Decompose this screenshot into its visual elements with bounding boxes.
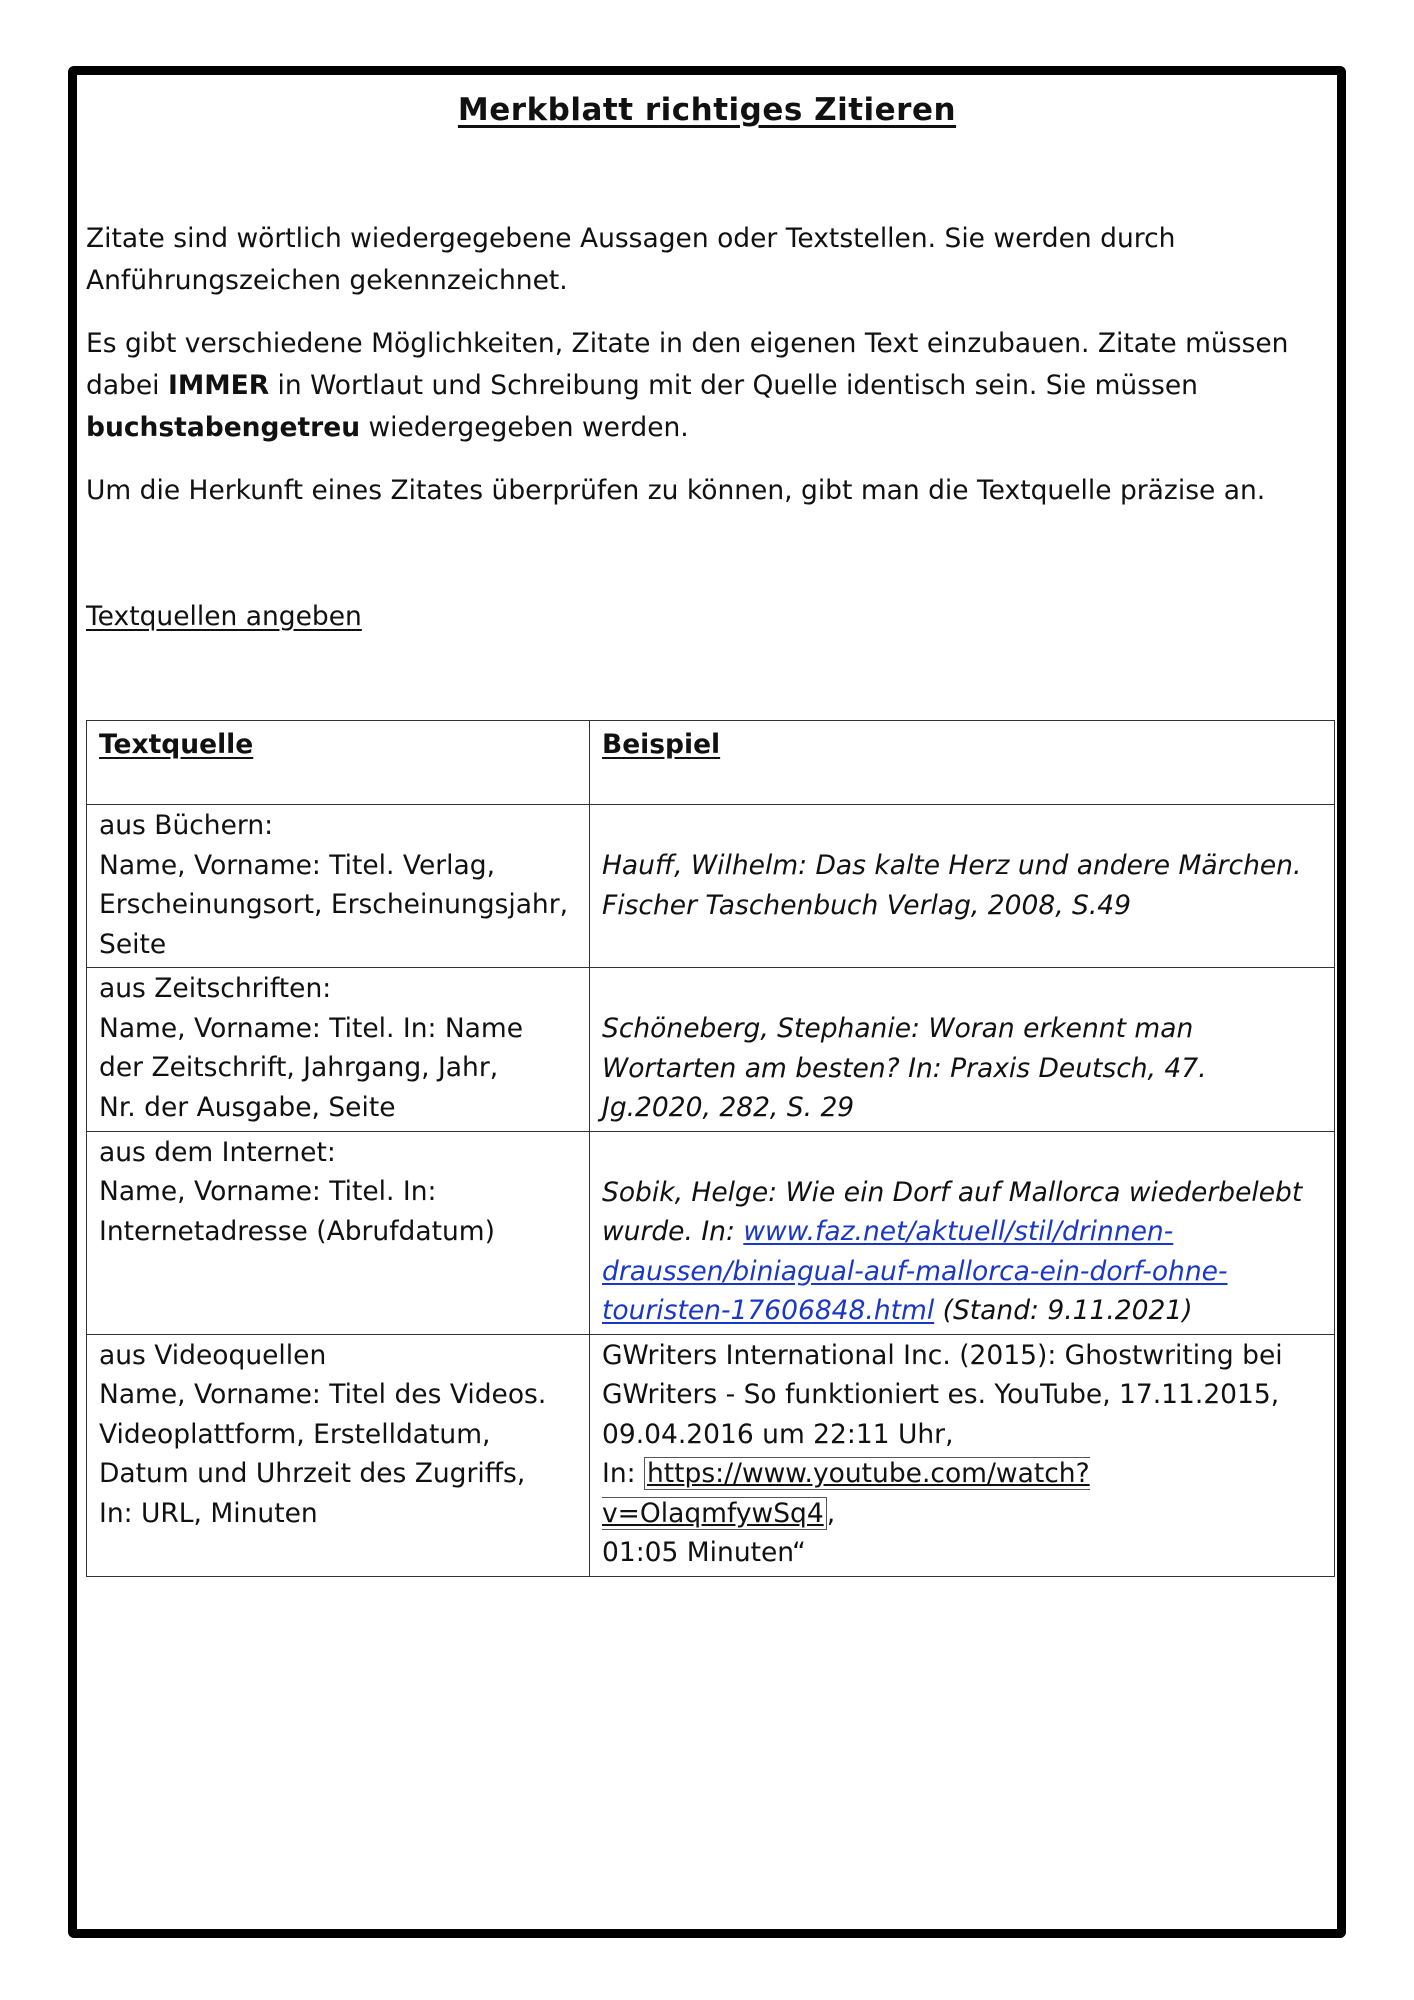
example-cell-journals (590, 968, 1335, 1132)
source-line: Nr. der Ausgabe, Seite (99, 1091, 396, 1123)
faz-link[interactable]: www.faz.net/aktuell/stil/drinnen- (743, 1216, 1174, 1247)
source-line: aus Büchern: (99, 810, 274, 841)
example-line: Hauff, Wilhelm: Das kalte Herz und andere Märchen. (602, 850, 1302, 881)
page-title: Merkblatt richtiges Zitieren (457, 92, 957, 128)
source-cell-journals (87, 968, 590, 1132)
source-line: Datum und Uhrzeit des Zugriffs, (99, 1458, 526, 1489)
source-line: Erscheinungsort, Erscheinungsjahr, (99, 889, 569, 920)
table-header-row (87, 721, 1335, 805)
example-line: In: (602, 1458, 644, 1489)
source-line: aus Zeitschriften: (99, 973, 332, 1004)
example-line: Schöneberg, Stephanie: Woran erkennt man (602, 1013, 1194, 1044)
source-line: Internetadresse (Abrufdatum) (99, 1215, 495, 1247)
source-cell-books (87, 805, 590, 968)
youtube-link[interactable]: https://www.youtube.com/watch?v=OlaqmfywSq4 (602, 1458, 1090, 1529)
table-row (87, 968, 1335, 1132)
source-line: In: URL, Minuten (99, 1497, 318, 1529)
intro-p2-bold-immer: IMMER (167, 370, 270, 401)
source-line: aus dem Internet: (99, 1136, 336, 1168)
example-line: GWriters - So funktioniert es. YouTube, 17.11.2015, (602, 1379, 1280, 1410)
source-line: Videoplattform, Erstelldatum, (99, 1418, 491, 1450)
source-line: Seite (99, 928, 167, 960)
example-line: Sobik, Helge: Wie ein Dorf auf Mallorca wiederbelebt (602, 1176, 1303, 1208)
intro-p2-text-3: wiedergegeben werden. (360, 412, 689, 443)
faz-link-end[interactable]: touristen-17606848.html (602, 1295, 935, 1326)
source-cell-internet (87, 1131, 590, 1334)
header-beispiel: Beispiel (590, 721, 1335, 805)
source-line: der Zeitschrift, Jahrgang, Jahr, (99, 1052, 499, 1083)
example-line: 09.04.2016 um 22:11 Uhr, (602, 1418, 954, 1450)
example-stand-date: (Stand: 9.11.2021) (934, 1295, 1193, 1326)
example-line: GWriters International Inc. (2015): Ghostwriting bei (602, 1339, 1283, 1371)
source-line: Name, Vorname: Titel. Verlag, (99, 849, 495, 881)
source-cell-video (87, 1334, 590, 1576)
faz-link-continued[interactable]: draussen/biniagual-auf-mallorca-ein-dorf-ohne- (602, 1255, 1228, 1287)
intro-paragraph-2 (86, 323, 1306, 449)
sources-table (86, 720, 1335, 1577)
intro-paragraph-1: Zitate sind wörtlich wiedergegebene Aussagen oder Textstellen. Sie werden durch Anführungszeichen gekennzeichnet. (86, 223, 1176, 296)
intro-p2-text-1: Es gibt verschiedene Möglichkeiten, Zitate in den eigenen Text einzubauen. Zitate müssen dabei (86, 328, 1289, 401)
example-cell-video (590, 1334, 1335, 1576)
table-row (87, 805, 1335, 968)
source-line: Name, Vorname: Titel des Videos. (99, 1379, 547, 1410)
intro-p2-text-2: in Wortlaut und Schreibung mit der Quelle identisch sein. Sie müssen (269, 370, 1198, 401)
example-line: Wortarten am besten? In: Praxis Deutsch, 47. (602, 1052, 1207, 1084)
header-textquelle: Textquelle (87, 721, 590, 805)
example-line: Fischer Taschenbuch Verlag, 2008, S.49 (602, 889, 1132, 921)
intro-paragraph-3: Um die Herkunft eines Zitates überprüfen zu können, gibt man die Textquelle präzise an. (86, 475, 1266, 506)
table-row (87, 1334, 1335, 1576)
example-line: Jg.2020, 282, S. 29 (602, 1092, 855, 1123)
section-heading: Textquellen angeben (86, 601, 362, 632)
example-line: 01:05 Minuten“ (602, 1537, 806, 1568)
example-comma: , (826, 1497, 836, 1529)
intro-p2-bold-buchstabengetreu: buchstabengetreu (86, 412, 361, 443)
example-cell-books (590, 805, 1335, 968)
example-cell-internet (590, 1131, 1335, 1334)
example-line: wurde. In: (602, 1216, 744, 1247)
source-line: Name, Vorname: Titel. In: (99, 1176, 437, 1207)
table-row (87, 1131, 1335, 1334)
source-line: aus Videoquellen (99, 1339, 327, 1371)
source-line: Name, Vorname: Titel. In: Name (99, 1012, 524, 1044)
